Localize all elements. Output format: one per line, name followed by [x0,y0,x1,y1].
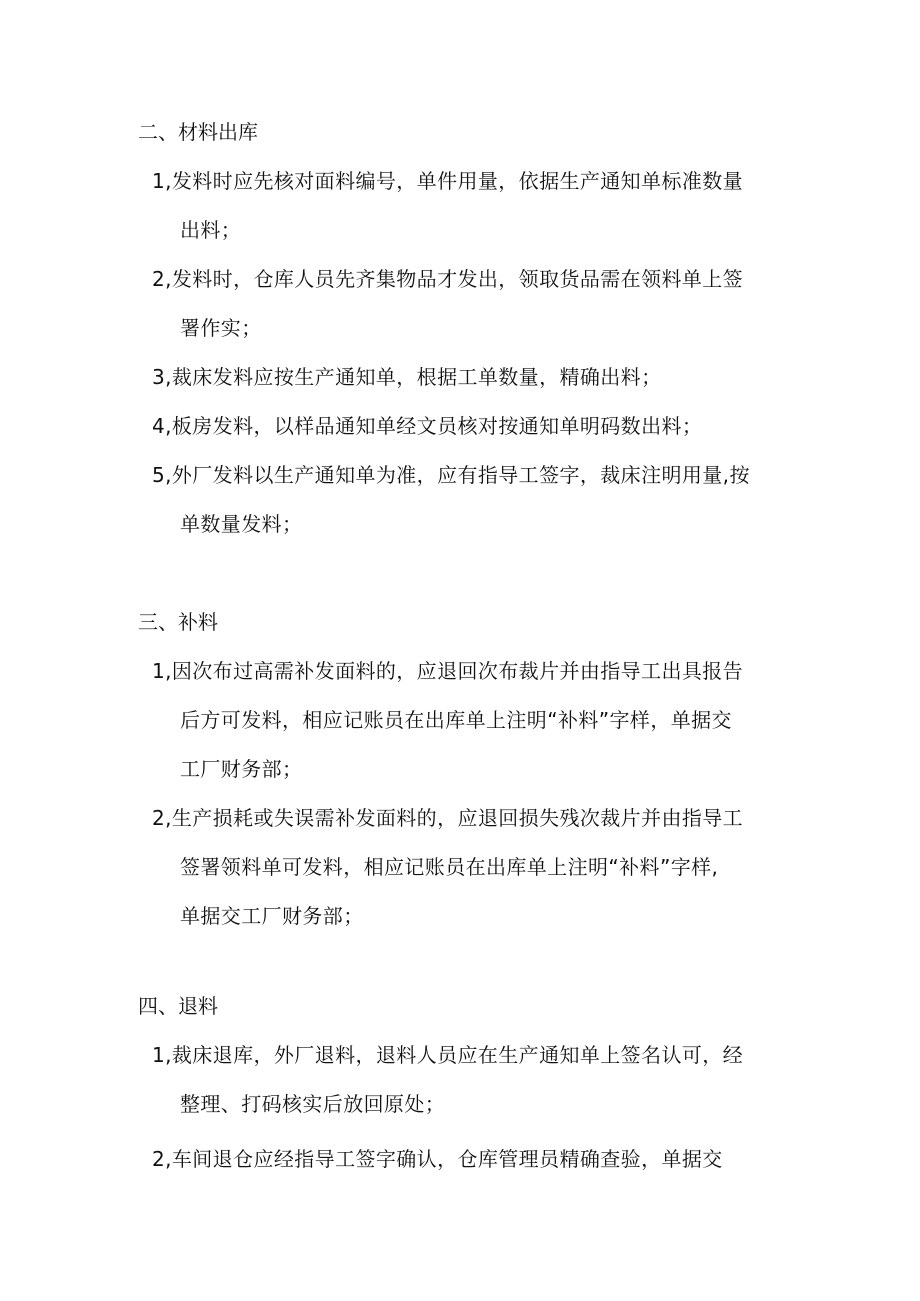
section-title-materials-out: 二、材料出库 [138,120,258,144]
paragraph-line: 单数量发料； [180,512,303,536]
paragraph-line: 工厂财务部； [180,757,303,781]
paragraph-line: 2,发料时，仓库人员先齐集物品才发出，领取货品需在领料单上签 [152,267,744,291]
paragraph-line: 2,车间退仓应经指导工签字确认，仓库管理员精确查验，单据交 [152,1147,723,1171]
paragraph-line: 1,因次布过高需补发面料的，应退回次布裁片并由指导工出具报告 [152,659,744,683]
paragraph-line: 4,板房发料，以样品通知单经文员核对按通知单明码数出料； [152,414,703,438]
paragraph-line: 3,裁床发料应按生产通知单，根据工单数量，精确出料； [152,365,662,389]
paragraph-line: 整理、打码核实后放回原处； [180,1092,446,1116]
paragraph-line: 1,裁床退库，外厂退料，退料人员应在生产通知单上签名认可，经 [152,1043,744,1067]
paragraph-line: 5,外厂发料以生产通知单为准，应有指导工签字，裁床注明用量,按 [152,463,750,487]
paragraph-line: 1,发料时应先核对面料编号，单件用量，依据生产通知单标准数量 [152,169,744,193]
section-title-replenish: 三、补料 [138,610,218,634]
paragraph-line: 署作实； [180,316,262,340]
section-title-return: 四、退料 [138,994,218,1018]
paragraph-line: 2,生产损耗或失误需补发面料的，应退回损失残次裁片并由指导工 [152,806,744,830]
paragraph-line: 后方可发料，相应记账员在出库单上注明“补料”字样，单据交 [180,708,732,732]
paragraph-line: 签署领料单可发料，相应记账员在出库单上注明“补料”字样, [180,855,719,879]
paragraph-line: 单据交工厂财务部； [180,904,364,928]
paragraph-line: 出料； [180,218,242,242]
